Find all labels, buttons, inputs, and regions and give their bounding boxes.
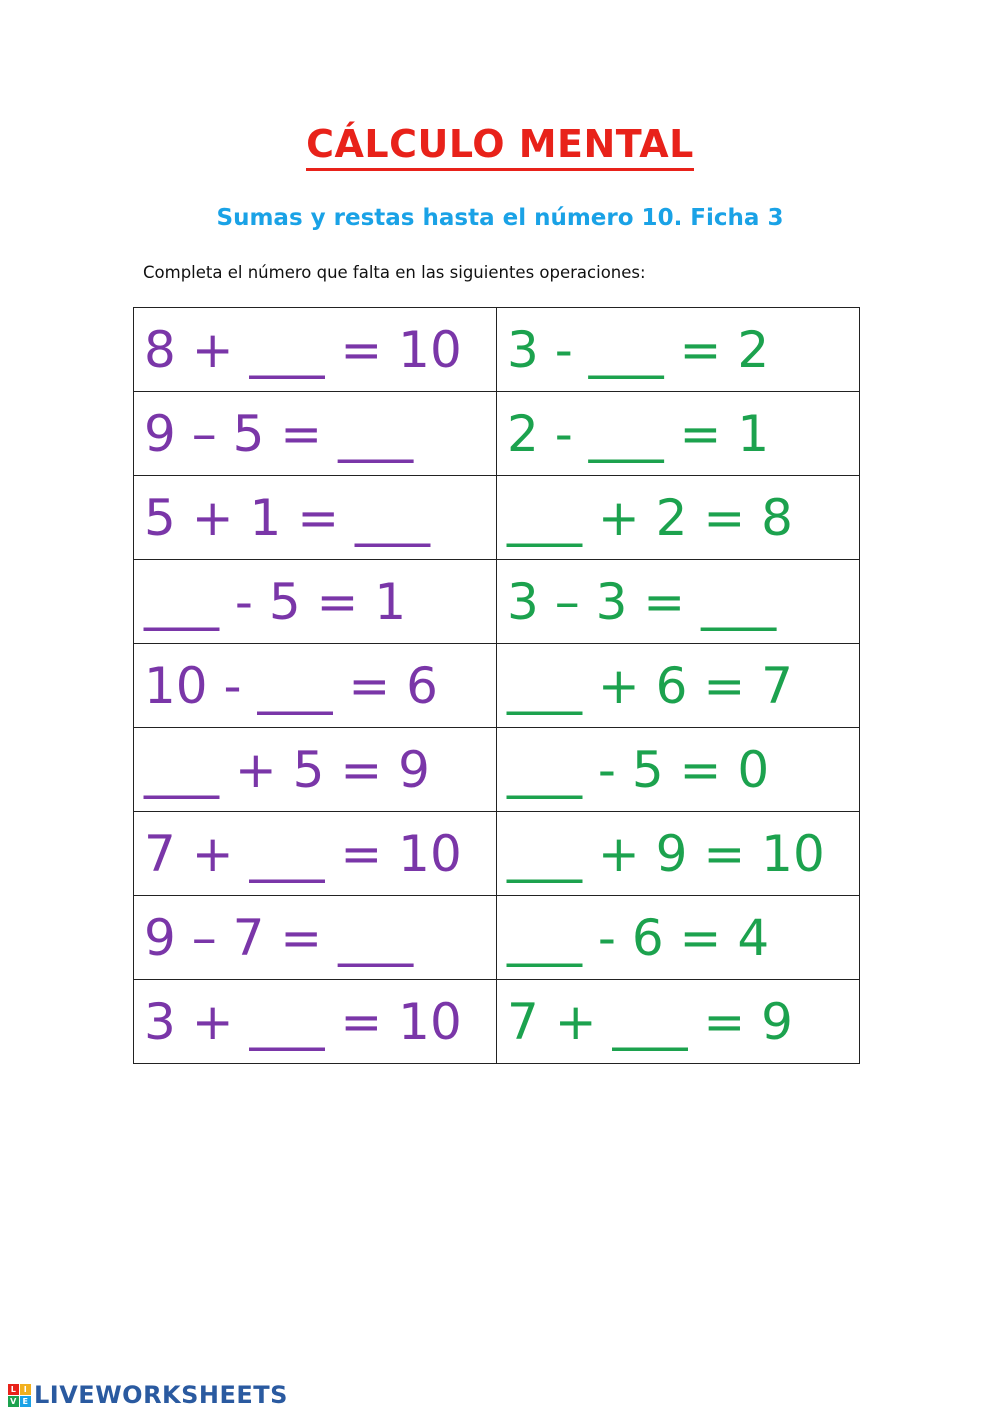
- worksheet-subtitle: Sumas y restas hasta el número 10. Ficha 3: [216, 205, 784, 231]
- footer-brand: [8, 1381, 288, 1409]
- operation-row: [134, 560, 860, 644]
- logo-cell: I: [20, 1384, 31, 1395]
- operation-left[interactable]: ___ + 5 = 9: [134, 728, 497, 812]
- operation-left[interactable]: 5 + 1 = ___: [134, 476, 497, 560]
- operation-row: [134, 896, 860, 980]
- operation-left[interactable]: 9 – 5 = ___: [134, 392, 497, 476]
- instruction-text: Completa el número que falta en las siguientes operaciones:: [143, 263, 646, 282]
- operation-right[interactable]: ___ - 5 = 0: [497, 728, 860, 812]
- worksheet-title: [0, 122, 1000, 166]
- operations-table: [133, 307, 860, 1064]
- logo-cell: L: [8, 1384, 19, 1395]
- operation-left[interactable]: 7 + ___ = 10: [134, 812, 497, 896]
- operations-table-body: [134, 308, 860, 1064]
- operation-left[interactable]: ___ - 5 = 1: [134, 560, 497, 644]
- operation-left[interactable]: 8 + ___ = 10: [134, 308, 497, 392]
- operation-row: [134, 308, 860, 392]
- operation-left[interactable]: 3 + ___ = 10: [134, 980, 497, 1064]
- operation-row: [134, 980, 860, 1064]
- logo-cell: V: [8, 1396, 19, 1407]
- footer-brand-text: LIVEWORKSHEETS: [34, 1381, 288, 1409]
- logo-cell: E: [20, 1396, 31, 1407]
- operation-right[interactable]: 7 + ___ = 9: [497, 980, 860, 1064]
- operation-right[interactable]: 3 - ___ = 2: [497, 308, 860, 392]
- operation-row: [134, 476, 860, 560]
- operation-row: [134, 644, 860, 728]
- operation-left[interactable]: 9 – 7 = ___: [134, 896, 497, 980]
- operation-right[interactable]: ___ + 9 = 10: [497, 812, 860, 896]
- operation-right[interactable]: ___ + 6 = 7: [497, 644, 860, 728]
- liveworksheets-logo-icon: [8, 1384, 31, 1407]
- operation-row: [134, 812, 860, 896]
- operation-right[interactable]: ___ - 6 = 4: [497, 896, 860, 980]
- operation-right[interactable]: ___ + 2 = 8: [497, 476, 860, 560]
- operation-row: [134, 728, 860, 812]
- operation-right[interactable]: 2 - ___ = 1: [497, 392, 860, 476]
- worksheet-title-text: CÁLCULO MENTAL: [306, 122, 694, 171]
- operation-right[interactable]: 3 – 3 = ___: [497, 560, 860, 644]
- operation-row: [134, 392, 860, 476]
- operation-left[interactable]: 10 - ___ = 6: [134, 644, 497, 728]
